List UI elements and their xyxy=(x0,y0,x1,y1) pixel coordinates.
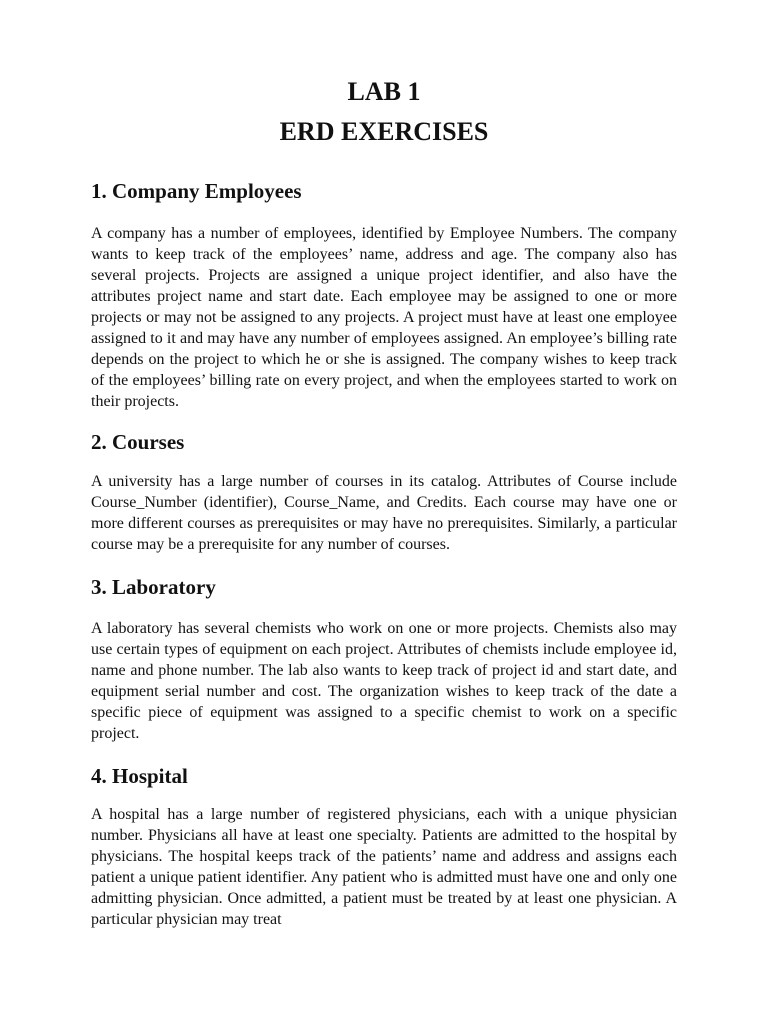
section-body-company-employees: A company has a number of employees, identified by Employee Numbers. The company wants to keep track of the employees’ name, address and age. The company also has several projects. Projects are assigned a unique project identifier, and also have the attributes project name and start date. Each employee may be assigned to one or more projects or may not be assigned to any projects. A project must have at least one employee assigned to it and may have any number of employees assigned. An employee’s billing rate depends on the project to which he or she is assigned. The company wishes to keep track of the employees’ billing rate on every project, and when the employees started to work on their projects. xyxy=(91,225,677,410)
section-heading-courses: 2. Courses xyxy=(91,430,185,454)
page-title: ERD EXERCISES xyxy=(279,117,489,146)
section-heading-laboratory: 3. Laboratory xyxy=(91,575,216,599)
lab-title: LAB 1 xyxy=(347,77,421,106)
section-body-laboratory: A laboratory has several chemists who work on one or more projects. Chemists also may use certain types of equipment on each project. Attributes of chemists include employee id, name and phone number. The lab also wants to keep track of project id and start date, and equipment serial number and cost. The organization wishes to keep track of the date a specific piece of equipment was assigned to a specific chemist to work on a specific project. xyxy=(91,620,677,742)
section-body-courses: A university has a large number of courses in its catalog. Attributes of Course include Course_Number (identifier), Course_Name, and Credits. Each course may have one or more different courses as prerequisites or may have no prerequisites. Similarly, a particular course may be a prerequisite for any number of courses. xyxy=(91,473,677,553)
section-heading-hospital: 4. Hospital xyxy=(91,764,188,788)
section-heading-company-employees: 1. Company Employees xyxy=(91,179,302,203)
section-body-hospital: A hospital has a large number of registered physicians, each with a unique physician number. Physicians all have at least one specialty. Patients are admitted to the hospital by physicians. The hospital keeps track of the patients’ name and address and assigns each patient a unique patient identifier. Any patient who is admitted must have one and only one admitting physician. Once admitted, a patient must be treated by at least one physician. A particular physician may treat xyxy=(91,806,677,928)
